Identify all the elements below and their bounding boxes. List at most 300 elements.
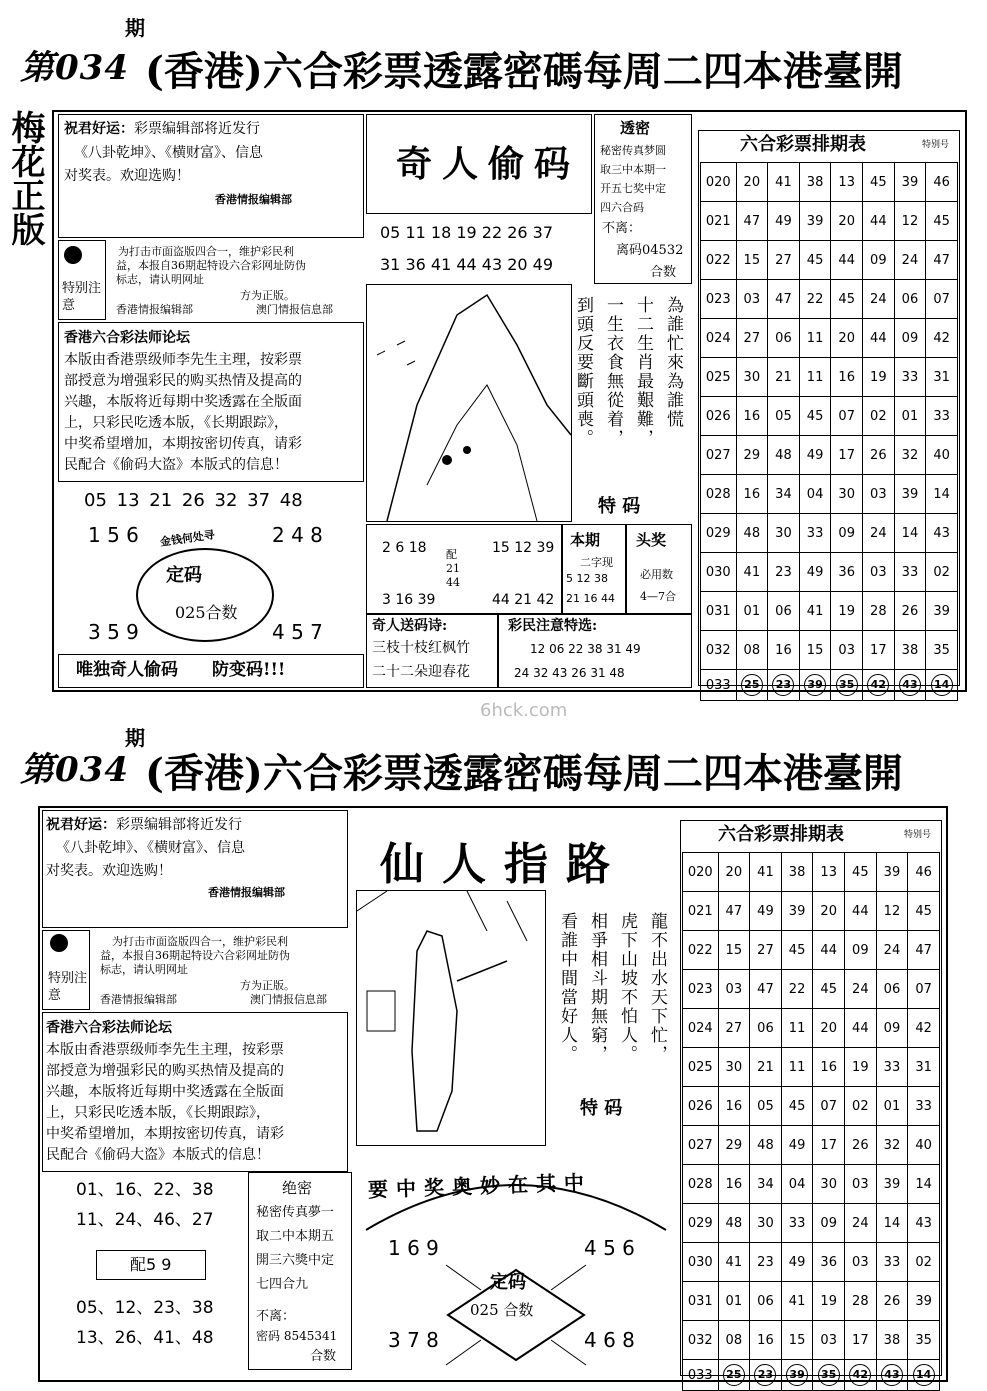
number-cell: 05 bbox=[768, 397, 800, 436]
number-cell: 39 bbox=[894, 475, 926, 514]
forum-line: 兴趣，本版将近每期中奖透露在全版面 bbox=[46, 1084, 284, 1100]
greeting-line2: 《八卦乾坤》、《横财富》、信息 bbox=[74, 145, 263, 161]
number-cell: 26 bbox=[863, 436, 895, 475]
number-cell: 06 bbox=[750, 1282, 782, 1321]
number-cell: 03 bbox=[718, 970, 750, 1009]
number-cell: 45 bbox=[781, 931, 813, 970]
number-cell: 48 bbox=[736, 514, 768, 553]
poem-column: 到頭反要斷頭喪。 bbox=[573, 296, 593, 448]
number-cell: 11 bbox=[781, 1009, 813, 1048]
number-cell: 31 bbox=[926, 358, 958, 397]
number-cell: 05 bbox=[750, 1087, 782, 1126]
table-row bbox=[683, 1087, 940, 1126]
number-cell: 41 bbox=[799, 592, 831, 631]
number-cell: 20 bbox=[736, 163, 768, 202]
number-cell: 24 bbox=[863, 280, 895, 319]
number-cell: 26 bbox=[876, 1282, 908, 1321]
number-cell: 14 bbox=[894, 514, 926, 553]
number-ball: 35 bbox=[818, 1364, 840, 1386]
jue-buli: 不离： bbox=[256, 1309, 296, 1324]
toumi-line: 秘密传真梦圆 bbox=[600, 144, 666, 157]
number-ball: 35 bbox=[836, 674, 858, 696]
bl-r1: 01、16、22、38 bbox=[76, 1180, 214, 1200]
number-cell: 19 bbox=[813, 1282, 845, 1321]
table-row-latest bbox=[683, 1360, 940, 1391]
number-cell: 11 bbox=[799, 358, 831, 397]
notice-label-b: 特别注意 bbox=[48, 971, 88, 1003]
number-cell: 01 bbox=[736, 592, 768, 631]
notice-line1: 为打击市面盗版四合一，维护彩民利 bbox=[118, 245, 294, 258]
number-cell: 22 bbox=[781, 970, 813, 1009]
number-cell: 16 bbox=[750, 1321, 782, 1360]
number-cell: 24 bbox=[845, 970, 877, 1009]
ball-cell bbox=[876, 1360, 908, 1391]
number-cell: 04 bbox=[781, 1165, 813, 1204]
number-cell: 03 bbox=[813, 1321, 845, 1360]
main-title: 奇人偷码 bbox=[396, 143, 581, 185]
number-cell: 06 bbox=[750, 1009, 782, 1048]
number-cell: 45 bbox=[799, 241, 831, 280]
schedule-table-top bbox=[700, 162, 958, 701]
tema-bottom: 特 码 bbox=[580, 1098, 623, 1119]
number-cell: 49 bbox=[781, 1126, 813, 1165]
number-cell: 45 bbox=[781, 1087, 813, 1126]
number-cell: 14 bbox=[908, 1165, 940, 1204]
number-cell: 43 bbox=[926, 514, 958, 553]
number-cell: 03 bbox=[845, 1165, 877, 1204]
sage-illustration bbox=[357, 891, 545, 1145]
number-cell: 24 bbox=[894, 241, 926, 280]
number-cell: 19 bbox=[845, 1048, 877, 1087]
issue-cell: 021 bbox=[701, 202, 737, 241]
tema-top: 特 码 bbox=[598, 496, 641, 517]
number-cell: 38 bbox=[781, 853, 813, 892]
number-cell: 33 bbox=[894, 358, 926, 397]
pei-l2: 3 16 39 bbox=[382, 592, 436, 608]
issue-number-bottom: 第034 bbox=[20, 750, 129, 790]
number-cell: 30 bbox=[768, 514, 800, 553]
number-cell: 09 bbox=[876, 1009, 908, 1048]
greeting-sign-b: 香港情报编辑部 bbox=[208, 886, 285, 899]
number-cell: 48 bbox=[768, 436, 800, 475]
toujiang-l2: 4—7合 bbox=[640, 590, 676, 603]
issue-cell: 028 bbox=[683, 1165, 719, 1204]
number-cell: 33 bbox=[799, 514, 831, 553]
forum-line: 上，只彩民吃透本版，《长期跟踪》， bbox=[64, 415, 288, 431]
number-cell: 20 bbox=[813, 892, 845, 931]
number-cell: 16 bbox=[736, 475, 768, 514]
table-row bbox=[701, 553, 958, 592]
number-cell: 21 bbox=[750, 1048, 782, 1087]
number-cell: 03 bbox=[736, 280, 768, 319]
notice-sign2: 澳门情报信息部 bbox=[256, 303, 333, 316]
number-cell: 01 bbox=[894, 397, 926, 436]
number-cell: 09 bbox=[831, 514, 863, 553]
number-cell: 49 bbox=[768, 202, 800, 241]
songma-l2: 二十二朵迎春花 bbox=[372, 664, 470, 680]
issue-cell: 020 bbox=[683, 853, 719, 892]
number-cell: 27 bbox=[718, 1009, 750, 1048]
table-row bbox=[683, 931, 940, 970]
number-cell: 45 bbox=[799, 397, 831, 436]
side-label: 梅花正版 bbox=[5, 110, 45, 246]
number-cell: 36 bbox=[813, 1243, 845, 1282]
number-cell: 28 bbox=[863, 592, 895, 631]
table-row bbox=[701, 163, 958, 202]
number-cell: 45 bbox=[845, 853, 877, 892]
issue-cell: 026 bbox=[683, 1087, 719, 1126]
ball-cell bbox=[908, 1360, 940, 1391]
number-cell: 15 bbox=[781, 1321, 813, 1360]
notice-line4: 方为正版。 bbox=[240, 289, 295, 302]
greeting-line3: 对奖表。欢迎选购！ bbox=[64, 168, 190, 184]
table-row bbox=[683, 1282, 940, 1321]
number-cell: 29 bbox=[718, 1126, 750, 1165]
poem-column: 相爭相斗期無窮， bbox=[587, 912, 607, 1064]
jue-code: 密码 8545341 bbox=[256, 1329, 338, 1343]
issue-cell: 024 bbox=[683, 1009, 719, 1048]
number-cell: 02 bbox=[863, 397, 895, 436]
caimin-l1: 12 06 22 38 31 49 bbox=[530, 642, 641, 656]
number-cell: 11 bbox=[799, 319, 831, 358]
number-cell: 27 bbox=[768, 241, 800, 280]
issue-cell: 032 bbox=[701, 631, 737, 670]
number-cell: 08 bbox=[736, 631, 768, 670]
number-cell: 06 bbox=[768, 319, 800, 358]
number-cell: 43 bbox=[908, 1204, 940, 1243]
number-cell: 12 bbox=[876, 892, 908, 931]
number-cell: 39 bbox=[926, 592, 958, 631]
number-cell: 39 bbox=[876, 853, 908, 892]
issue-cell: 022 bbox=[683, 931, 719, 970]
pei-r2: 44 21 42 bbox=[492, 592, 555, 608]
arc-text: 要中奖奥妙在其中 bbox=[367, 1170, 593, 1202]
benqi-title: 本期 bbox=[570, 531, 601, 549]
poem-column: 十二生肖最艱難， bbox=[633, 296, 653, 448]
schedule-title-top: 六合彩票排期表 bbox=[740, 134, 866, 155]
dingma-ellipse bbox=[136, 548, 274, 642]
number-cell: 02 bbox=[845, 1087, 877, 1126]
table-row bbox=[701, 202, 958, 241]
number-cell: 49 bbox=[799, 436, 831, 475]
issue-cell: 027 bbox=[701, 436, 737, 475]
table-row bbox=[683, 1204, 940, 1243]
table-row bbox=[683, 1243, 940, 1282]
table-row bbox=[701, 319, 958, 358]
number-cell: 39 bbox=[799, 202, 831, 241]
number-cell: 03 bbox=[845, 1243, 877, 1282]
toumi-line: 开五七奖中定 bbox=[600, 182, 666, 195]
forum-line: 中奖希望增加，本期按密切传真，请彩 bbox=[64, 436, 302, 452]
forum-line: 上，只彩民吃透本版，《长期跟踪》， bbox=[46, 1105, 270, 1121]
number-cell: 30 bbox=[750, 1204, 782, 1243]
illustration-frame bbox=[366, 284, 572, 522]
number-cell: 28 bbox=[845, 1282, 877, 1321]
number-cell: 22 bbox=[799, 280, 831, 319]
number-cell: 41 bbox=[781, 1282, 813, 1321]
issue-cell: 024 bbox=[701, 319, 737, 358]
ball-cell bbox=[831, 670, 863, 701]
jue-line: 開三六獎中定 bbox=[256, 1253, 335, 1268]
number-cell: 26 bbox=[894, 592, 926, 631]
number-cell: 47 bbox=[908, 931, 940, 970]
number-cell: 20 bbox=[813, 1009, 845, 1048]
number-ball: 42 bbox=[867, 674, 889, 696]
number-cell: 45 bbox=[813, 970, 845, 1009]
schedule-table-bottom bbox=[682, 852, 940, 1391]
table-row bbox=[701, 241, 958, 280]
page-title: (香港)六合彩票透露密碼每周二四本港臺開 bbox=[145, 48, 903, 95]
nums-row1: 05 11 18 19 22 26 37 bbox=[380, 223, 554, 242]
num-457: 4 5 7 bbox=[272, 620, 323, 644]
number-cell: 44 bbox=[845, 892, 877, 931]
number-cell: 21 bbox=[768, 358, 800, 397]
ball-cell bbox=[863, 670, 895, 701]
number-cell: 35 bbox=[908, 1321, 940, 1360]
issue-cell: 023 bbox=[701, 280, 737, 319]
illustration-frame-b bbox=[356, 890, 546, 1146]
num-359: 3 5 9 bbox=[88, 620, 139, 644]
issue-cell: 031 bbox=[683, 1282, 719, 1321]
num-156: 1 5 6 bbox=[88, 523, 139, 547]
greeting-line3-b: 对奖表。欢迎选购！ bbox=[46, 863, 172, 879]
forum-line: 民配合《偷码大盗》本版式的信息！ bbox=[64, 457, 288, 473]
number-cell: 47 bbox=[926, 241, 958, 280]
number-cell: 47 bbox=[768, 280, 800, 319]
number-cell: 07 bbox=[926, 280, 958, 319]
number-cell: 06 bbox=[768, 592, 800, 631]
benqi-l2: 21 16 44 bbox=[566, 592, 615, 605]
toumi-buli: 不离： bbox=[602, 221, 642, 236]
pei-r1: 15 12 39 bbox=[492, 540, 555, 556]
toumi-code: 离码04532 bbox=[616, 243, 684, 258]
number-cell: 08 bbox=[718, 1321, 750, 1360]
caimin-title: 彩民注意特选: bbox=[508, 618, 598, 634]
greeting-label-b: 祝君好运： bbox=[46, 817, 116, 833]
notice-line3-b: 标志，请认明网址 bbox=[100, 963, 188, 976]
mountain-illustration bbox=[367, 285, 571, 521]
num-378: 3 7 8 bbox=[388, 1328, 439, 1352]
number-cell: 13 bbox=[831, 163, 863, 202]
notice-line2: 益，本报自36期起特设六合彩网址防伪 bbox=[116, 259, 306, 272]
table-row bbox=[683, 970, 940, 1009]
issue-cell: 021 bbox=[683, 892, 719, 931]
number-ball: 14 bbox=[913, 1364, 935, 1386]
table-row bbox=[701, 475, 958, 514]
number-cell: 33 bbox=[876, 1243, 908, 1282]
number-cell: 29 bbox=[736, 436, 768, 475]
bottom-header bbox=[20, 742, 129, 791]
issue-number: 第034 bbox=[20, 48, 129, 88]
num-468: 4 6 8 bbox=[584, 1328, 635, 1352]
songma-title: 奇人送码诗: bbox=[372, 618, 448, 634]
watermark: 6hck.com bbox=[480, 700, 568, 721]
issue-cell: 025 bbox=[683, 1048, 719, 1087]
number-cell: 24 bbox=[876, 931, 908, 970]
toumi-heshu: 合数 bbox=[650, 265, 677, 280]
page-title-bottom: (香港)六合彩票透露密碼每周二四本港臺開 bbox=[145, 750, 903, 797]
number-cell: 32 bbox=[894, 436, 926, 475]
number-cell: 44 bbox=[845, 1009, 877, 1048]
bomb-icon-b bbox=[50, 934, 68, 952]
issue-cell: 031 bbox=[701, 592, 737, 631]
issue-cell: 033 bbox=[701, 670, 737, 701]
number-cell: 30 bbox=[813, 1165, 845, 1204]
issue-cell: 025 bbox=[701, 358, 737, 397]
number-cell: 40 bbox=[926, 436, 958, 475]
forum-line: 中奖希望增加，本期按密切传真，请彩 bbox=[46, 1126, 284, 1142]
issue-cell: 033 bbox=[683, 1360, 719, 1391]
number-cell: 24 bbox=[863, 514, 895, 553]
number-cell: 39 bbox=[894, 163, 926, 202]
number-cell: 14 bbox=[926, 475, 958, 514]
table-row bbox=[683, 1048, 940, 1087]
toujiang-l1: 必用数 bbox=[640, 568, 673, 581]
table-row bbox=[701, 436, 958, 475]
number-cell: 39 bbox=[781, 892, 813, 931]
number-cell: 30 bbox=[718, 1048, 750, 1087]
notice-sign1-b: 香港情报编辑部 bbox=[100, 993, 177, 1006]
dingma-b: 定码 bbox=[490, 1272, 526, 1293]
table-row bbox=[683, 1126, 940, 1165]
number-cell: 01 bbox=[718, 1282, 750, 1321]
table-row bbox=[701, 280, 958, 319]
number-ball: 43 bbox=[899, 674, 921, 696]
number-ball: 39 bbox=[786, 1364, 808, 1386]
jue-line: 七四合九 bbox=[256, 1277, 309, 1292]
number-cell: 33 bbox=[908, 1087, 940, 1126]
number-cell: 07 bbox=[813, 1087, 845, 1126]
ball-cell bbox=[768, 670, 800, 701]
number-cell: 45 bbox=[926, 202, 958, 241]
number-cell: 39 bbox=[876, 1165, 908, 1204]
issue-cell: 027 bbox=[683, 1126, 719, 1165]
issue-cell: 032 bbox=[683, 1321, 719, 1360]
number-cell: 44 bbox=[863, 319, 895, 358]
number-cell: 12 bbox=[894, 202, 926, 241]
number-cell: 27 bbox=[736, 319, 768, 358]
notice-line2-b: 益，本报自36期起特设六合彩网址防伪 bbox=[100, 949, 290, 962]
jue-title: 绝密 bbox=[282, 1179, 313, 1197]
num-248: 2 4 8 bbox=[272, 523, 323, 547]
number-cell: 16 bbox=[813, 1048, 845, 1087]
table-row bbox=[683, 1321, 940, 1360]
issue-cell: 022 bbox=[701, 241, 737, 280]
number-ball: 25 bbox=[741, 674, 763, 696]
number-cell: 49 bbox=[750, 892, 782, 931]
notice-label: 特别注意 bbox=[62, 281, 102, 313]
number-cell: 38 bbox=[799, 163, 831, 202]
number-cell: 16 bbox=[831, 358, 863, 397]
forum-title-b: 香港六合彩法师论坛 bbox=[46, 1020, 172, 1036]
poem-column: 看誰中間當好人。 bbox=[557, 912, 577, 1064]
number-cell: 16 bbox=[768, 631, 800, 670]
number-cell: 19 bbox=[863, 358, 895, 397]
ball-cell bbox=[894, 670, 926, 701]
num-169: 1 6 9 bbox=[388, 1236, 439, 1260]
number-ball: 39 bbox=[804, 674, 826, 696]
table-row bbox=[701, 358, 958, 397]
number-cell: 26 bbox=[845, 1126, 877, 1165]
issue-cell: 023 bbox=[683, 970, 719, 1009]
nums-row2: 31 36 41 44 43 20 49 bbox=[380, 255, 554, 274]
table-row bbox=[701, 514, 958, 553]
number-ball: 23 bbox=[754, 1364, 776, 1386]
pei-mid: 配21 44 bbox=[446, 548, 460, 589]
number-cell: 45 bbox=[863, 163, 895, 202]
caimin-l2: 24 32 43 26 31 48 bbox=[514, 666, 625, 680]
number-cell: 17 bbox=[813, 1126, 845, 1165]
toujiang-title: 头奖 bbox=[636, 531, 667, 549]
toumi-title: 透密 bbox=[620, 119, 651, 137]
number-cell: 34 bbox=[750, 1165, 782, 1204]
pei-l1: 2 6 18 bbox=[382, 540, 427, 556]
forum-line: 部授意为增强彩民的购买热情及提高的 bbox=[64, 373, 302, 389]
table-row bbox=[701, 592, 958, 631]
qi-label-bottom: 期 bbox=[125, 726, 145, 750]
notice-sign1: 香港情报编辑部 bbox=[116, 303, 193, 316]
benqi-l1: 5 12 38 bbox=[566, 572, 608, 585]
number-ball: 43 bbox=[881, 1364, 903, 1386]
table-row bbox=[683, 853, 940, 892]
table-row bbox=[701, 397, 958, 436]
greeting-line1: 彩票编辑部将近发行 bbox=[134, 121, 260, 137]
number-cell: 01 bbox=[876, 1087, 908, 1126]
number-cell: 35 bbox=[926, 631, 958, 670]
notice-sign2-b: 澳门情报信息部 bbox=[250, 993, 327, 1006]
number-ball: 23 bbox=[772, 674, 794, 696]
forum-line: 本版由香港票级师李先生主理，按彩票 bbox=[64, 352, 302, 368]
issue-cell: 029 bbox=[683, 1204, 719, 1243]
forum-title: 香港六合彩法师论坛 bbox=[64, 330, 190, 346]
number-cell: 09 bbox=[845, 931, 877, 970]
greeting-label: 祝君好运： bbox=[64, 121, 134, 137]
number-cell: 17 bbox=[863, 631, 895, 670]
number-cell: 16 bbox=[718, 1087, 750, 1126]
toumi-line: 取三中本期一 bbox=[600, 163, 666, 176]
number-cell: 48 bbox=[718, 1204, 750, 1243]
number-cell: 16 bbox=[736, 397, 768, 436]
toumi-line: 四六合码 bbox=[600, 201, 644, 214]
number-cell: 03 bbox=[863, 475, 895, 514]
number-cell: 23 bbox=[768, 553, 800, 592]
number-cell: 44 bbox=[863, 202, 895, 241]
number-cell: 47 bbox=[718, 892, 750, 931]
bl-r4: 13、26、41、48 bbox=[76, 1328, 214, 1348]
issue-cell: 030 bbox=[683, 1243, 719, 1282]
number-cell: 15 bbox=[799, 631, 831, 670]
number-cell: 30 bbox=[831, 475, 863, 514]
number-cell: 36 bbox=[831, 553, 863, 592]
benqi-sub: 二字现 bbox=[580, 556, 613, 569]
bottom-note: 唯独奇人偷码 防变码!!! bbox=[76, 660, 286, 680]
poem-column: 龍不出水天下忙， bbox=[647, 912, 667, 1064]
notice-line1-b: 为打击市面盗版四合一，维护彩民利 bbox=[112, 935, 288, 948]
number-cell: 45 bbox=[908, 892, 940, 931]
jinqian-arc: 金钱何处寻 bbox=[159, 528, 216, 549]
number-cell: 41 bbox=[718, 1243, 750, 1282]
schedule-title-bottom: 六合彩票排期表 bbox=[718, 824, 844, 845]
table-row bbox=[683, 1009, 940, 1048]
ball-cell bbox=[736, 670, 768, 701]
number-cell: 03 bbox=[863, 553, 895, 592]
number-cell: 41 bbox=[750, 853, 782, 892]
top-left-nums: 05 13 21 26 32 37 48 bbox=[84, 490, 303, 511]
ball-cell bbox=[799, 670, 831, 701]
main-title-b: 仙人指路 bbox=[380, 839, 628, 890]
songma-l1: 三枝十枝红枫竹 bbox=[372, 640, 470, 656]
jue-heshu: 合数 bbox=[310, 1349, 337, 1364]
